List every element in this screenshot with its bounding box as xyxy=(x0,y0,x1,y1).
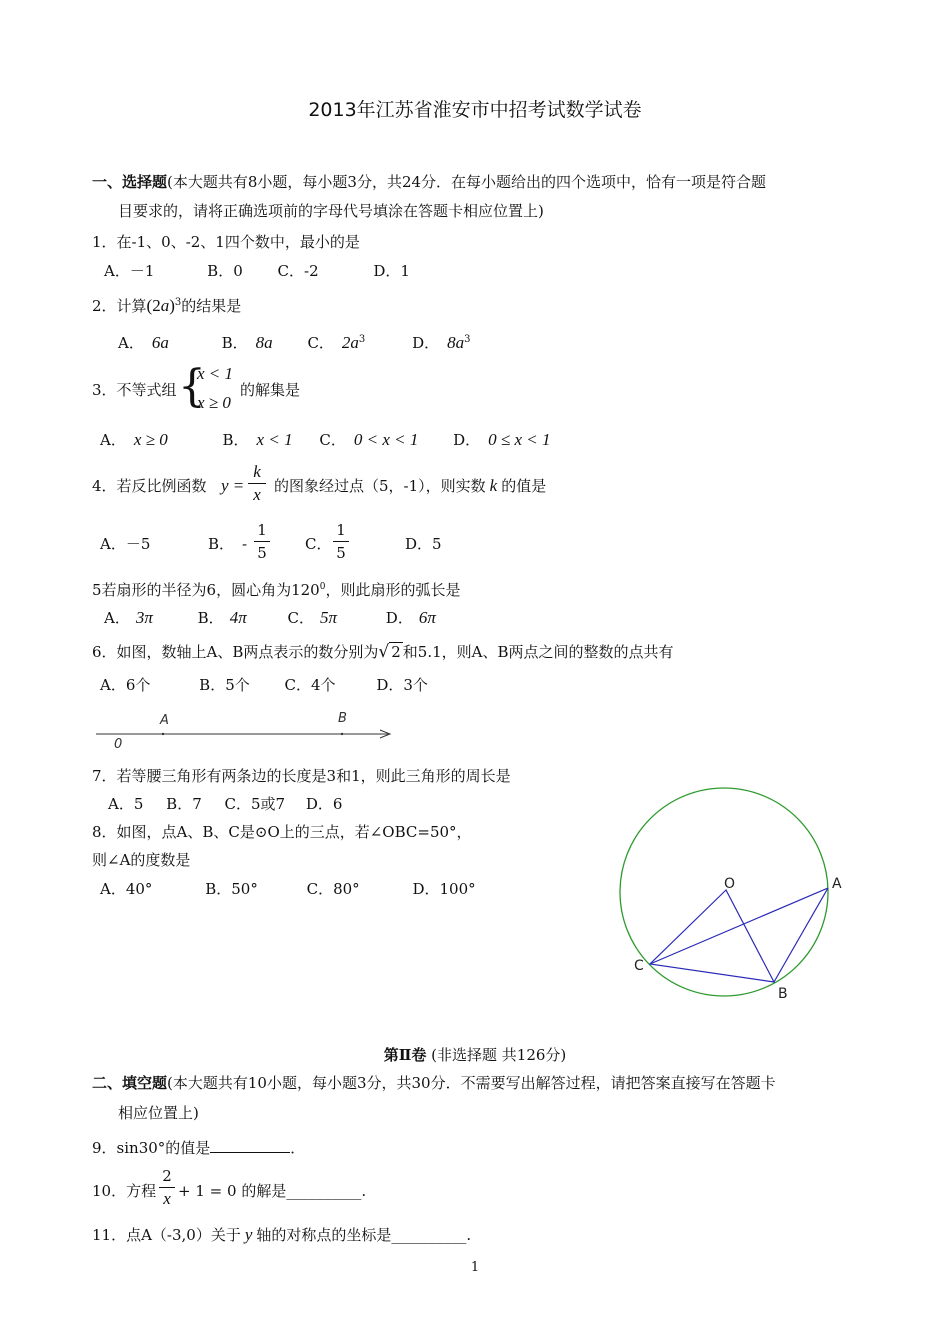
q11-stem-pre: 11．点A（-3,0）关于 xyxy=(92,1226,241,1244)
q1-option-a: A．－1 xyxy=(104,262,155,280)
q4-option-b-sign: - xyxy=(242,535,248,553)
q4-fraction-num: k xyxy=(248,461,266,484)
q2-option-d-value: 8a xyxy=(447,333,465,352)
q5-stem-text: 5若扇形的半径为6，圆心角为120 xyxy=(92,581,320,599)
q11-end: . xyxy=(466,1226,472,1244)
q2-option-d-exp: 3 xyxy=(464,334,471,345)
page-number: 1 xyxy=(470,1260,480,1275)
q5-option-c-value: 5π xyxy=(319,608,338,627)
q4-option-c-fraction xyxy=(333,519,349,564)
q11-stem-post: 轴的对称点的坐标是 xyxy=(256,1226,392,1244)
q3-option-a: A． xyxy=(100,431,126,449)
section2-desc-line1: (本大题共有10小题，每小题3分，共30分．不需要写出解答过程，请把答案直接写在答题卡 xyxy=(167,1074,776,1092)
q10-rest xyxy=(178,1181,366,1201)
q8-option-a: A．40° xyxy=(100,880,153,898)
q11-answer-blank[interactable]: __________ xyxy=(391,1226,467,1244)
q5-stem xyxy=(92,577,460,600)
q7-option-a: A．5 xyxy=(108,795,144,813)
q9-answer-blank[interactable] xyxy=(210,1138,290,1153)
q4-fraction-den: x xyxy=(253,485,261,504)
q4-option-c: C． xyxy=(305,535,332,553)
segment-ab xyxy=(774,888,828,982)
number-line-origin-label: 0 xyxy=(114,737,123,752)
q3-system-line2: x ≥ 0 xyxy=(197,393,231,412)
section2-intro xyxy=(92,1073,776,1093)
q6-stem xyxy=(92,642,674,662)
q4-option-c-den: 5 xyxy=(336,544,346,562)
exam-title: 2013年江苏省淮安市中招考试数学试卷 xyxy=(308,99,642,121)
q5-stem-post: ，则此扇形的弧长是 xyxy=(325,581,461,599)
q2-stem-pre: 2．计算 xyxy=(92,297,147,315)
q2-stem-post: 的结果是 xyxy=(181,297,242,315)
q2-options xyxy=(118,330,470,353)
q2-option-c: C． xyxy=(307,334,334,352)
q9-line xyxy=(92,1138,305,1158)
q5-deg: 0 xyxy=(319,582,326,592)
section1-heading: 一、选择题 xyxy=(92,173,168,191)
q7-option-c: C．5或7 xyxy=(224,795,286,813)
q2-option-b: B． xyxy=(221,334,248,352)
part2-sub: (非选择题 共126分) xyxy=(431,1046,567,1064)
q4-stem-pre: 4．若反比例函数 xyxy=(92,477,207,495)
q2-option-a-value: 6a xyxy=(151,333,169,352)
q7-stem: 7．若等腰三角形有两条边的长度是3和1，则此三角形的周长是 xyxy=(92,767,511,785)
q5-option-b-value: 4π xyxy=(229,608,247,627)
q9-end: ． xyxy=(290,1139,306,1157)
q6-options xyxy=(100,675,428,695)
q3-option-b: B． xyxy=(222,431,249,449)
q10-fraction-num: 2 xyxy=(159,1165,175,1188)
q2-option-b-value: 8a xyxy=(255,333,273,352)
q4-option-a: A．－5 xyxy=(100,535,151,553)
part2-heading: 第Ⅱ卷 xyxy=(383,1046,427,1064)
q4-stem-post: 的图象经过点（5，-1），则实数 xyxy=(274,477,486,495)
q5-options xyxy=(104,608,436,628)
q2-option-c-value: 2a xyxy=(341,333,359,352)
q2-option-d: D． xyxy=(412,334,440,352)
label-b: B xyxy=(778,986,788,1002)
q1-stem: 1．在-1、0、-2、1四个数中，最小的是 xyxy=(92,233,360,251)
q5-option-b: B． xyxy=(197,609,224,627)
q4-k: k xyxy=(489,476,498,495)
q6-option-a: A．6个 xyxy=(100,676,151,694)
q3-option-c: C． xyxy=(319,431,346,449)
number-line-point-a xyxy=(162,733,164,735)
q4-option-b-den: 5 xyxy=(257,544,267,562)
q10-end: . xyxy=(361,1182,367,1200)
q7-option-d: D．6 xyxy=(305,795,343,813)
section2-desc-line2: 相应位置上) xyxy=(118,1104,199,1122)
section1-desc-line1: (本大题共有8小题，每小题3分，共24分．在每小题给出的四个选项中，恰有一项是符合题 xyxy=(167,173,767,191)
q3-stem-post: 的解集是 xyxy=(240,381,301,399)
q8-stem-line1: 8．如图，点A、B、C是⊙O上的三点，若∠OBC=50°， xyxy=(92,823,472,841)
number-line-a-label: A xyxy=(160,713,169,728)
q2-option-c-exp: 3 xyxy=(358,334,366,345)
q3-option-c-value: 0 < x < 1 xyxy=(353,430,419,449)
q11-line xyxy=(92,1225,471,1245)
q3-option-b-value: x < 1 xyxy=(256,430,293,449)
q6-option-b: B．5个 xyxy=(199,676,250,694)
q10-equation: + 1 = 0 xyxy=(178,1182,237,1200)
q10-fraction-den: x xyxy=(163,1189,171,1208)
section1-intro xyxy=(92,172,766,192)
part2-heading-line xyxy=(0,1045,950,1065)
label-a: A xyxy=(832,876,842,892)
sqrt-icon: √ xyxy=(378,642,390,662)
q3-options xyxy=(100,430,551,450)
q6-stem-post: 和5.1，则A、B两点之间的整数的点共有 xyxy=(402,643,674,661)
q3-stem-pre: 3．不等式组 xyxy=(92,381,177,399)
q7-option-b: B．7 xyxy=(166,795,202,813)
q2-exp: 3 xyxy=(174,297,182,308)
q2-expr: (2a) xyxy=(146,296,175,315)
q8-options xyxy=(100,879,476,899)
q4-stem-end: 的值是 xyxy=(501,477,547,495)
number-line-b-label: B xyxy=(338,711,347,726)
q3-option-a-value: x ≥ 0 xyxy=(133,430,168,449)
q4-option-b-num: 1 xyxy=(254,519,270,542)
section1-desc-line2: 目要求的，请将正确选项前的字母代号填涂在答题卡相应位置上) xyxy=(118,202,544,220)
q2-option-a: A． xyxy=(118,334,144,352)
q10-stem-post: 的解是 xyxy=(241,1182,287,1200)
q3-option-d: D． xyxy=(453,431,481,449)
q4-option-b-fraction xyxy=(254,519,270,564)
q10-stem-pre: 10．方程 xyxy=(92,1182,157,1200)
q6-option-d: D．3个 xyxy=(376,676,428,694)
q8-option-c: C．80° xyxy=(306,880,360,898)
q1-option-b: B．0 xyxy=(207,262,243,280)
q4-option-d: D．5 xyxy=(405,535,442,553)
circle-figure xyxy=(610,780,860,1010)
q10-fraction xyxy=(159,1165,175,1210)
q8-option-b: B．50° xyxy=(205,880,258,898)
segment-ca xyxy=(650,888,828,964)
q7-options xyxy=(108,794,342,814)
q5-option-d-value: 6π xyxy=(418,608,436,627)
q6-stem-pre: 6．如图，数轴上A、B两点表示的数分别为 xyxy=(92,643,379,661)
q4-option-b: B． xyxy=(208,535,235,553)
q10-answer-blank[interactable]: __________ xyxy=(286,1182,362,1200)
q6-sqrt-value: 2 xyxy=(391,643,401,661)
q5-option-a-value: 3π xyxy=(135,608,153,627)
number-line-figure xyxy=(92,706,402,752)
q6-option-c: C．4个 xyxy=(284,676,336,694)
triangle-obc xyxy=(650,890,774,982)
q4-stem-post-wrap xyxy=(274,476,546,496)
brace-icon: { xyxy=(178,361,206,412)
label-c: C xyxy=(634,958,644,974)
label-o: O xyxy=(724,876,736,892)
q4-fraction xyxy=(248,461,266,506)
q4-option-c-num: 1 xyxy=(333,519,349,542)
q2-stem xyxy=(92,293,241,316)
section2-heading: 二、填空题 xyxy=(92,1074,168,1092)
q5-option-d: D． xyxy=(385,609,413,627)
q4-y: y = xyxy=(221,476,245,495)
q5-option-a: A． xyxy=(104,609,130,627)
q11-y: y xyxy=(244,1225,253,1244)
q8-option-d: D．100° xyxy=(412,880,476,898)
q1-option-d: D．1 xyxy=(373,262,410,280)
number-line-point-b xyxy=(341,733,343,735)
q5-option-c: C． xyxy=(287,609,314,627)
q1-option-c: C．-2 xyxy=(277,262,319,280)
q9-stem: 9．sin30°的值是 xyxy=(92,1139,211,1157)
q8-stem-line2: 则∠A的度数是 xyxy=(92,851,191,869)
q3-option-d-value: 0 ≤ x < 1 xyxy=(488,430,551,449)
q3-system-line1: x < 1 xyxy=(197,364,234,383)
q1-options xyxy=(104,261,410,281)
